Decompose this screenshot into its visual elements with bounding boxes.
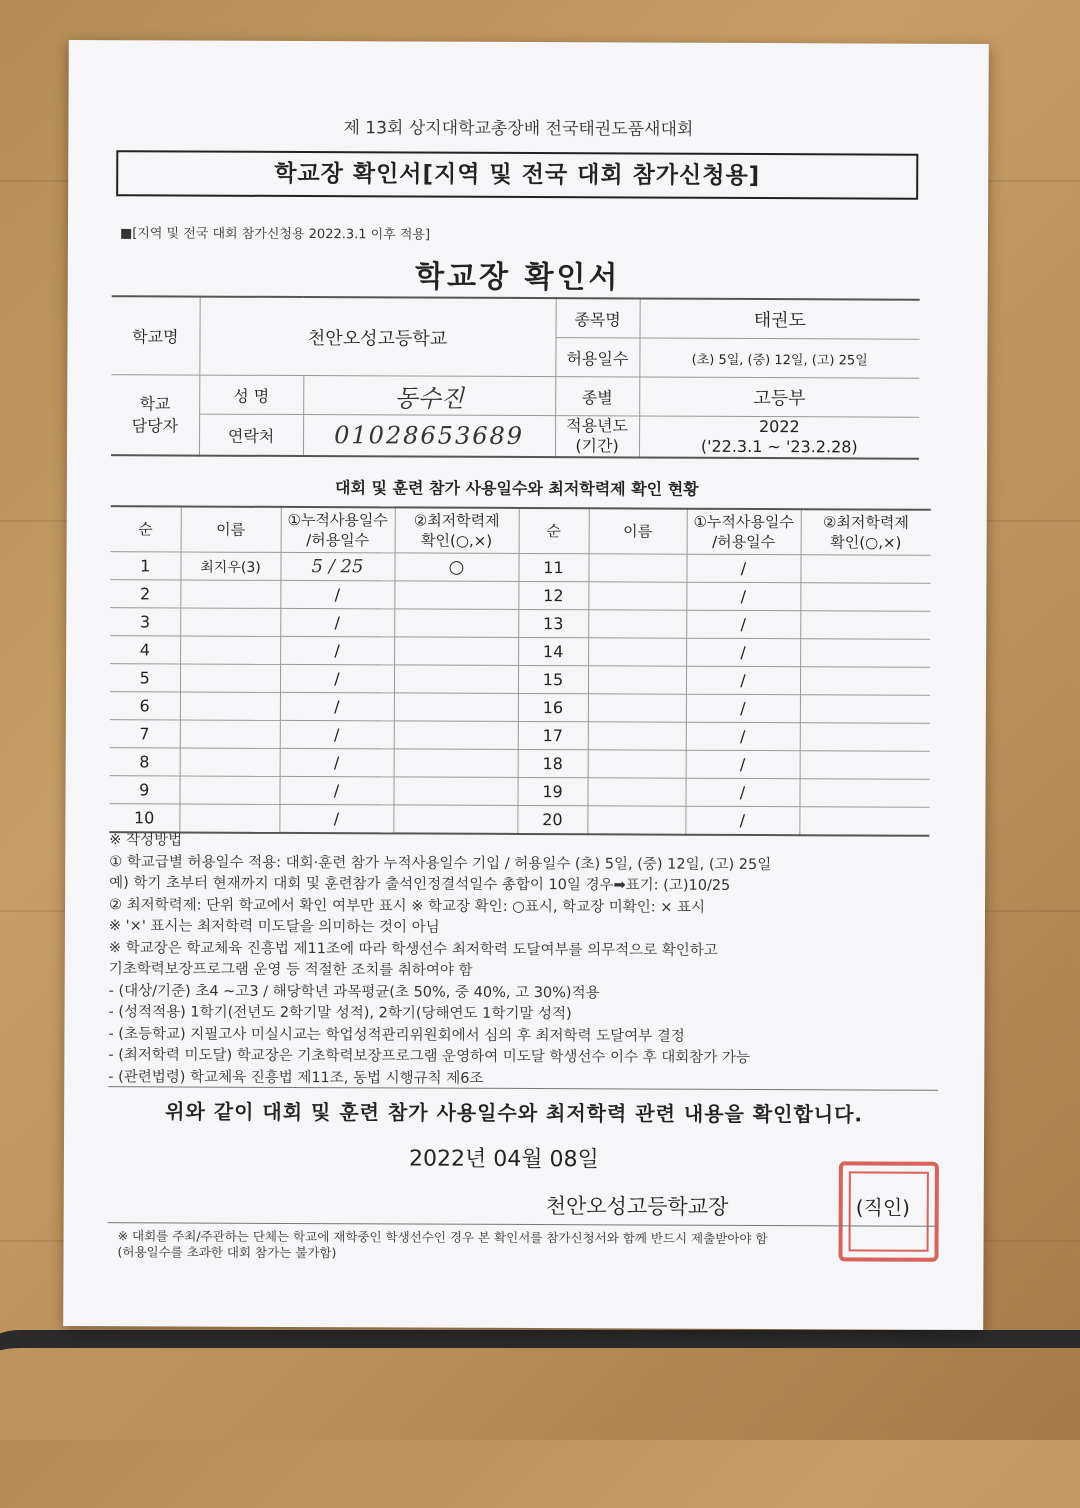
row-days-right: / xyxy=(686,582,800,610)
row-check xyxy=(394,665,518,694)
row-name-right xyxy=(588,582,686,610)
document-heading: 학교장 확인서 xyxy=(415,259,621,296)
row-check xyxy=(394,749,518,778)
instruction-line: - (성적적용) 1학기(전년도 2학기말 성적), 2학기(당해연도 1학기말 성적) xyxy=(108,1004,572,1023)
row-check xyxy=(394,637,518,666)
row-days-right: / xyxy=(685,806,799,835)
instruction-line: ② 최저학력제: 단위 학교에서 확인 여부만 표시 ※ 학교장 확인: ○표시, 학교장 미확인: × 표시 xyxy=(109,896,706,916)
footnote-line-2: (허용일수를 초과한 대회 참가는 불가함) xyxy=(117,1244,337,1261)
row-check-right xyxy=(800,583,930,612)
row-days: / xyxy=(280,720,394,748)
row-name-right xyxy=(588,694,686,722)
row-no: 2 xyxy=(110,580,180,608)
document-date: 2022년 04월 08일 xyxy=(409,1146,599,1173)
row-name-right xyxy=(587,778,685,806)
row-name xyxy=(179,804,279,833)
row-check-right xyxy=(799,807,929,836)
contact-value: 01028653689 xyxy=(303,415,555,458)
row-check-right xyxy=(799,779,929,808)
event-title: 제 13회 상지대학교총장배 전국태권도품새대회 xyxy=(343,118,694,140)
row-days-right: / xyxy=(686,722,800,750)
sport-value: 태권도 xyxy=(640,298,920,339)
instructions xyxy=(108,830,959,1092)
row-name xyxy=(180,636,280,664)
row-no-right: 12 xyxy=(518,581,588,609)
row-check xyxy=(393,805,517,834)
manager-name: 동수진 xyxy=(303,376,555,416)
laptop-edge xyxy=(0,1330,1080,1508)
row-days-right: / xyxy=(686,554,800,582)
row-check-right xyxy=(800,695,930,724)
table-row xyxy=(110,692,930,724)
header-check: ②최저학력제 확인(○,×) xyxy=(395,507,519,553)
instruction-line: - (최저학력 미도달) 학교장은 기초학력보장프로그램 운영하여 미도달 학생선수 이수 후 대회참가 가능 xyxy=(108,1047,750,1066)
row-no-right: 19 xyxy=(517,777,587,805)
row-days-right: / xyxy=(686,666,800,694)
section-title: 대회 및 훈련 참가 사용일수와 최저학력제 확인 현황 xyxy=(335,478,699,499)
row-no-right: 14 xyxy=(518,637,588,665)
row-check-right xyxy=(800,639,930,668)
row-check xyxy=(394,721,518,750)
row-days-right: / xyxy=(686,638,800,666)
row-check-right xyxy=(800,751,930,780)
row-days: / xyxy=(280,748,394,776)
row-no-right: 13 xyxy=(518,609,588,637)
instruction-line: - (대상/기준) 초4 ~고3 / 해당학년 과목평균(초 50%, 중 40%, 고 30%)적용 xyxy=(108,982,600,1001)
row-name xyxy=(180,748,280,776)
row-check-right xyxy=(800,667,930,696)
row-name xyxy=(180,692,280,720)
row-days: / xyxy=(280,636,394,664)
table-row xyxy=(110,608,930,640)
row-days-right: / xyxy=(686,750,800,778)
contact-label: 연락처 xyxy=(199,414,303,456)
row-name-right xyxy=(588,750,686,778)
row-check xyxy=(394,693,518,722)
header-days: ①누적사용일수 /허용일수 xyxy=(281,507,395,553)
row-days: / xyxy=(280,608,394,636)
row-days: / xyxy=(279,776,393,804)
row-no: 9 xyxy=(109,776,179,804)
row-no: 5 xyxy=(110,664,180,692)
footnote xyxy=(117,1228,937,1264)
row-name xyxy=(180,580,280,608)
row-name-right xyxy=(588,722,686,750)
row-no: 4 xyxy=(110,636,180,664)
seal-label: (직인) xyxy=(855,1195,911,1220)
form-title: 학교장 확인서[지역 및 전국 대회 참가신청용] xyxy=(116,150,918,199)
school-info-table xyxy=(111,295,920,460)
row-check xyxy=(394,581,518,610)
name-label: 성 명 xyxy=(199,375,303,414)
row-name-right xyxy=(588,638,686,666)
row-no: 7 xyxy=(110,720,180,748)
instruction-line: ① 학교급별 허용일수 적용: 대회·훈련 참가 누적사용일수 기입 / 허용일수 (초) 5일, (중) 12일, (고) 25일 xyxy=(109,853,772,873)
table-row xyxy=(109,776,929,808)
table-row xyxy=(110,748,930,780)
table-row xyxy=(110,664,930,696)
row-check-right xyxy=(800,723,930,752)
row-no-right: 15 xyxy=(518,665,588,693)
row-name xyxy=(180,608,280,636)
manager-label: 학교 담당자 xyxy=(111,375,199,456)
table-row xyxy=(110,636,930,668)
row-name xyxy=(180,664,280,692)
row-days: / xyxy=(280,692,394,720)
confirm-statement: 위와 같이 대회 및 훈련 참가 사용일수와 최저학력 관련 내용을 확인합니다. xyxy=(165,1099,864,1127)
row-no: 10 xyxy=(109,804,179,833)
row-check: ○ xyxy=(394,553,518,582)
document-page xyxy=(63,40,989,1330)
header-check-right: ②최저학력제 확인(○,×) xyxy=(801,509,931,555)
row-days: / xyxy=(279,804,393,833)
header-name: 이름 xyxy=(181,506,281,552)
header-no-right: 순 xyxy=(519,508,589,554)
row-days: 5 / 25 xyxy=(280,552,394,580)
year-label: 적용년도 (기간) xyxy=(555,416,639,458)
row-days: / xyxy=(280,580,394,608)
header-no: 순 xyxy=(111,506,181,552)
row-no: 6 xyxy=(110,692,180,720)
allowed-days-value: (초) 5일, (중) 12일, (고) 25일 xyxy=(639,338,919,378)
row-check-right xyxy=(800,611,930,640)
row-days-right: / xyxy=(685,778,799,806)
row-no: 3 xyxy=(110,608,180,636)
year-value: 2022 xyxy=(758,417,800,437)
row-no: 1 xyxy=(110,552,180,580)
row-days-right: / xyxy=(686,694,800,722)
table-row xyxy=(110,720,930,752)
instructions-title: ※ 작성방법 xyxy=(109,832,183,849)
row-days-right: / xyxy=(686,610,800,638)
school-label: 학교명 xyxy=(111,296,199,375)
period-value: ('22.3.1 ~ '23.2.28) xyxy=(700,436,858,457)
allowed-days-label: 허용일수 xyxy=(555,338,639,377)
row-no-right: 11 xyxy=(518,553,588,581)
division-value: 고등부 xyxy=(639,377,919,417)
school-name: 천안오성고등학교 xyxy=(199,297,555,377)
row-check xyxy=(394,609,518,638)
table-row xyxy=(110,552,930,584)
instruction-line: ※ 학교장은 학교체육 진흥법 제11조에 따라 학생선수 최저학력 도달여부를 의무적으로 확인하고 xyxy=(108,939,718,959)
row-days: / xyxy=(280,664,394,692)
row-no-right: 20 xyxy=(517,805,587,834)
year-cell xyxy=(639,416,919,459)
row-no-right: 17 xyxy=(518,721,588,749)
row-name-right xyxy=(587,806,685,835)
instruction-line: 예) 학기 초부터 현재까지 대회 및 훈련참가 출석인정결석일수 총합이 10일 경우➡표기: (고)10/25 xyxy=(109,875,731,894)
row-name xyxy=(180,720,280,748)
row-no: 8 xyxy=(110,748,180,776)
header-days-right: ①누적사용일수 /허용일수 xyxy=(687,509,801,555)
footnote-line-1: ※ 대회를 주최/주관하는 단체는 학교에 재학중인 학생선수인 경우 본 확인서를 참가신청서와 함께 반드시 제출받아야 함 xyxy=(117,1228,768,1247)
row-name-right xyxy=(588,666,686,694)
table-row xyxy=(110,580,930,612)
table-header-row xyxy=(111,506,931,555)
row-name-right xyxy=(588,610,686,638)
row-no-right: 18 xyxy=(518,749,588,777)
header-name-right: 이름 xyxy=(589,508,687,554)
row-no-right: 16 xyxy=(518,693,588,721)
principal-name: 천안오성고등학교장 xyxy=(545,1194,729,1219)
instruction-line: 기초학력보장프로그램 운영 등 적절한 조치를 취하여야 함 xyxy=(108,961,473,979)
participation-table xyxy=(109,505,930,837)
division-label: 종별 xyxy=(555,377,639,416)
row-name: 최지우(3) xyxy=(180,552,280,580)
row-check-right xyxy=(800,555,930,584)
divider-footer xyxy=(108,1222,938,1227)
instruction-line: ※ '×' 표시는 최저학력 미도달을 의미하는 것이 아님 xyxy=(108,918,440,936)
row-check xyxy=(393,777,517,806)
row-name xyxy=(179,776,279,804)
sport-label: 종목명 xyxy=(556,298,640,338)
instruction-line: - (관련법령) 학교체육 진흥법 제11조, 동법 시행규칙 제6조 xyxy=(108,1068,484,1087)
instruction-line: - (초등학교) 지필고사 미실시교는 학업성적관리위원회에서 심의 후 최저학력 도달여부 결정 xyxy=(108,1025,685,1045)
sub-note: ■[지역 및 전국 대회 참가신청용 2022.3.1 이후 적용] xyxy=(119,226,431,243)
row-name-right xyxy=(588,554,686,582)
